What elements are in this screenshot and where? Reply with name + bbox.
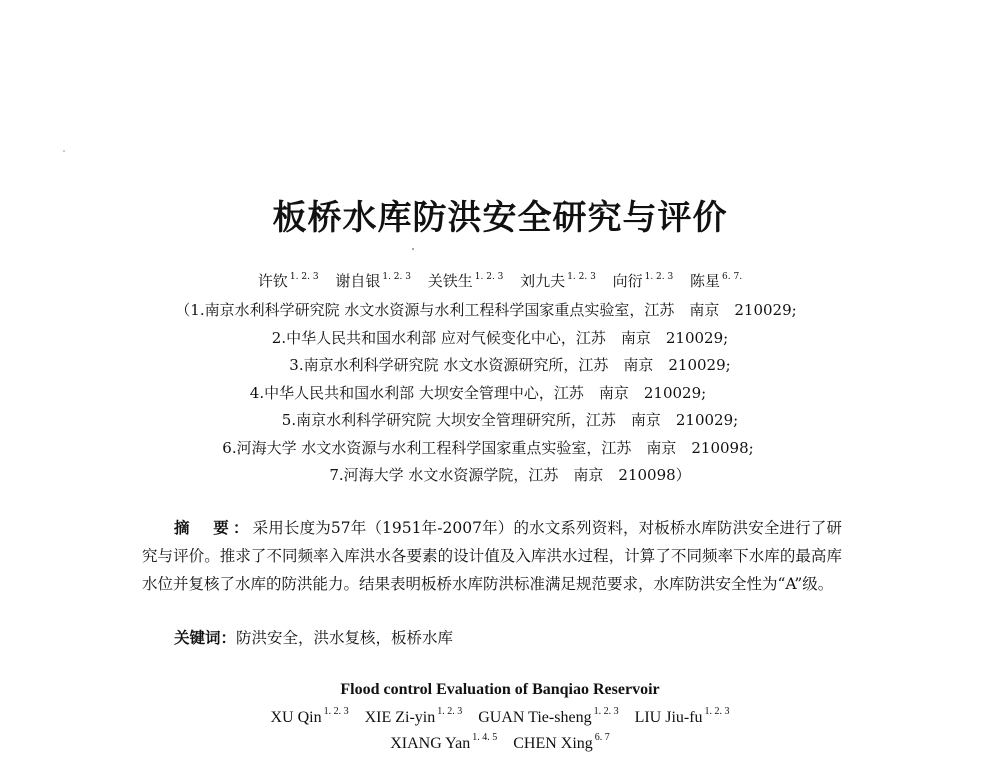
scan-speck (412, 248, 414, 250)
author (390, 732, 498, 752)
author-list-chinese (0, 270, 1000, 291)
affiliation-line: 5.南京水利科学研究院 大坝安全管理研究所，江苏 南京 210029; (281, 411, 739, 429)
author (613, 272, 674, 290)
author-name: CHEN Xing (513, 735, 593, 752)
author (634, 706, 730, 726)
affiliation-line: （1.南京水利科学研究院 水文水资源与水利工程科学国家重点实验室，江苏 南京 210029; (175, 301, 797, 319)
author-name: XIE Zi-yin (364, 709, 436, 726)
author-affiliation-mark: 1. 2. 3 (704, 706, 730, 717)
author-affiliation-mark: 6. 7 (594, 732, 610, 743)
author-affiliation-mark: 1. 2. 3 (474, 272, 504, 282)
author (690, 272, 742, 290)
author-affiliation-mark: 1. 2. 3 (323, 706, 349, 717)
author-affiliation-mark: 1. 2. 3 (593, 706, 619, 717)
scan-speck (63, 150, 65, 152)
affiliation-line: 2.中华人民共和国水利部 应对气候变化中心，江苏 南京 210029; (271, 329, 729, 347)
author (478, 706, 619, 726)
author (520, 272, 596, 290)
author-name: 刘九夫 (520, 272, 566, 290)
author (364, 706, 463, 726)
author-name: XIANG Yan (390, 735, 471, 752)
author-name: 陈星 (690, 272, 721, 290)
author-name: 谢自银 (335, 272, 381, 290)
abstract (142, 514, 842, 598)
author-name: 关铁生 (427, 272, 473, 290)
author-name: GUAN Tie-sheng (478, 709, 592, 726)
affiliation-line: 6.河海大学 水文水资源与水利工程科学国家重点实验室，江苏 南京 210098; (222, 439, 754, 457)
abstract-label: 摘 要： (174, 518, 253, 537)
author (428, 272, 504, 290)
author-name: 向衍 (612, 272, 643, 290)
author-affiliation-mark: 1. 2. 3 (382, 272, 411, 282)
affiliation-line: 4.中华人民共和国水利部 大坝安全管理中心，江苏 南京 210029; (249, 384, 707, 402)
author-name: LIU Jiu-fu (634, 709, 703, 726)
author (335, 272, 411, 290)
author-affiliation-mark: 1. 2. 3 (644, 272, 674, 282)
author-name: 许钦 (257, 272, 288, 290)
keywords (174, 626, 453, 648)
author-affiliation-mark: 1. 4. 5 (472, 732, 498, 743)
author-list-english-continued (0, 732, 1000, 753)
author-list-english (0, 706, 1000, 727)
author (270, 706, 349, 726)
author-name: XU Qin (270, 709, 322, 726)
affiliation-line: 3.南京水利科学研究院 水文水资源研究所，江苏 南京 210029; (289, 356, 731, 374)
author-affiliation-mark: 6. 7. (722, 272, 743, 282)
keywords-text: 防洪安全，洪水复核，板桥水库 (236, 629, 454, 647)
affiliation-line: 7.河海大学 水文水资源学院，江苏 南京 210098） (329, 466, 691, 484)
abstract-text: 采用长度为57年（1951年-2007年）的水文系列资料，对板桥水库防洪安全进行了研究与评价。推求了不同频率入库洪水各要素的设计值及入库洪水过程，计算了不同频率下水库的最高库水位并复核了水库的防洪能力。结果表明板桥水库防洪标准满足规范要求，水库防洪安全性为“A”级。 (142, 519, 842, 593)
author-affiliation-mark: 1. 2. 3 (437, 706, 463, 717)
keywords-label: 关键词： (174, 628, 237, 647)
author-affiliation-mark: 1. 2. 3 (567, 272, 596, 282)
paper-title: 板桥水库防洪安全研究与评价 (272, 198, 728, 238)
english-title: Flood control Evaluation of Banqiao Reservoir (340, 681, 660, 698)
author (513, 732, 610, 752)
author-affiliation-mark: 1. 2. 3 (289, 272, 319, 282)
author (258, 272, 319, 290)
